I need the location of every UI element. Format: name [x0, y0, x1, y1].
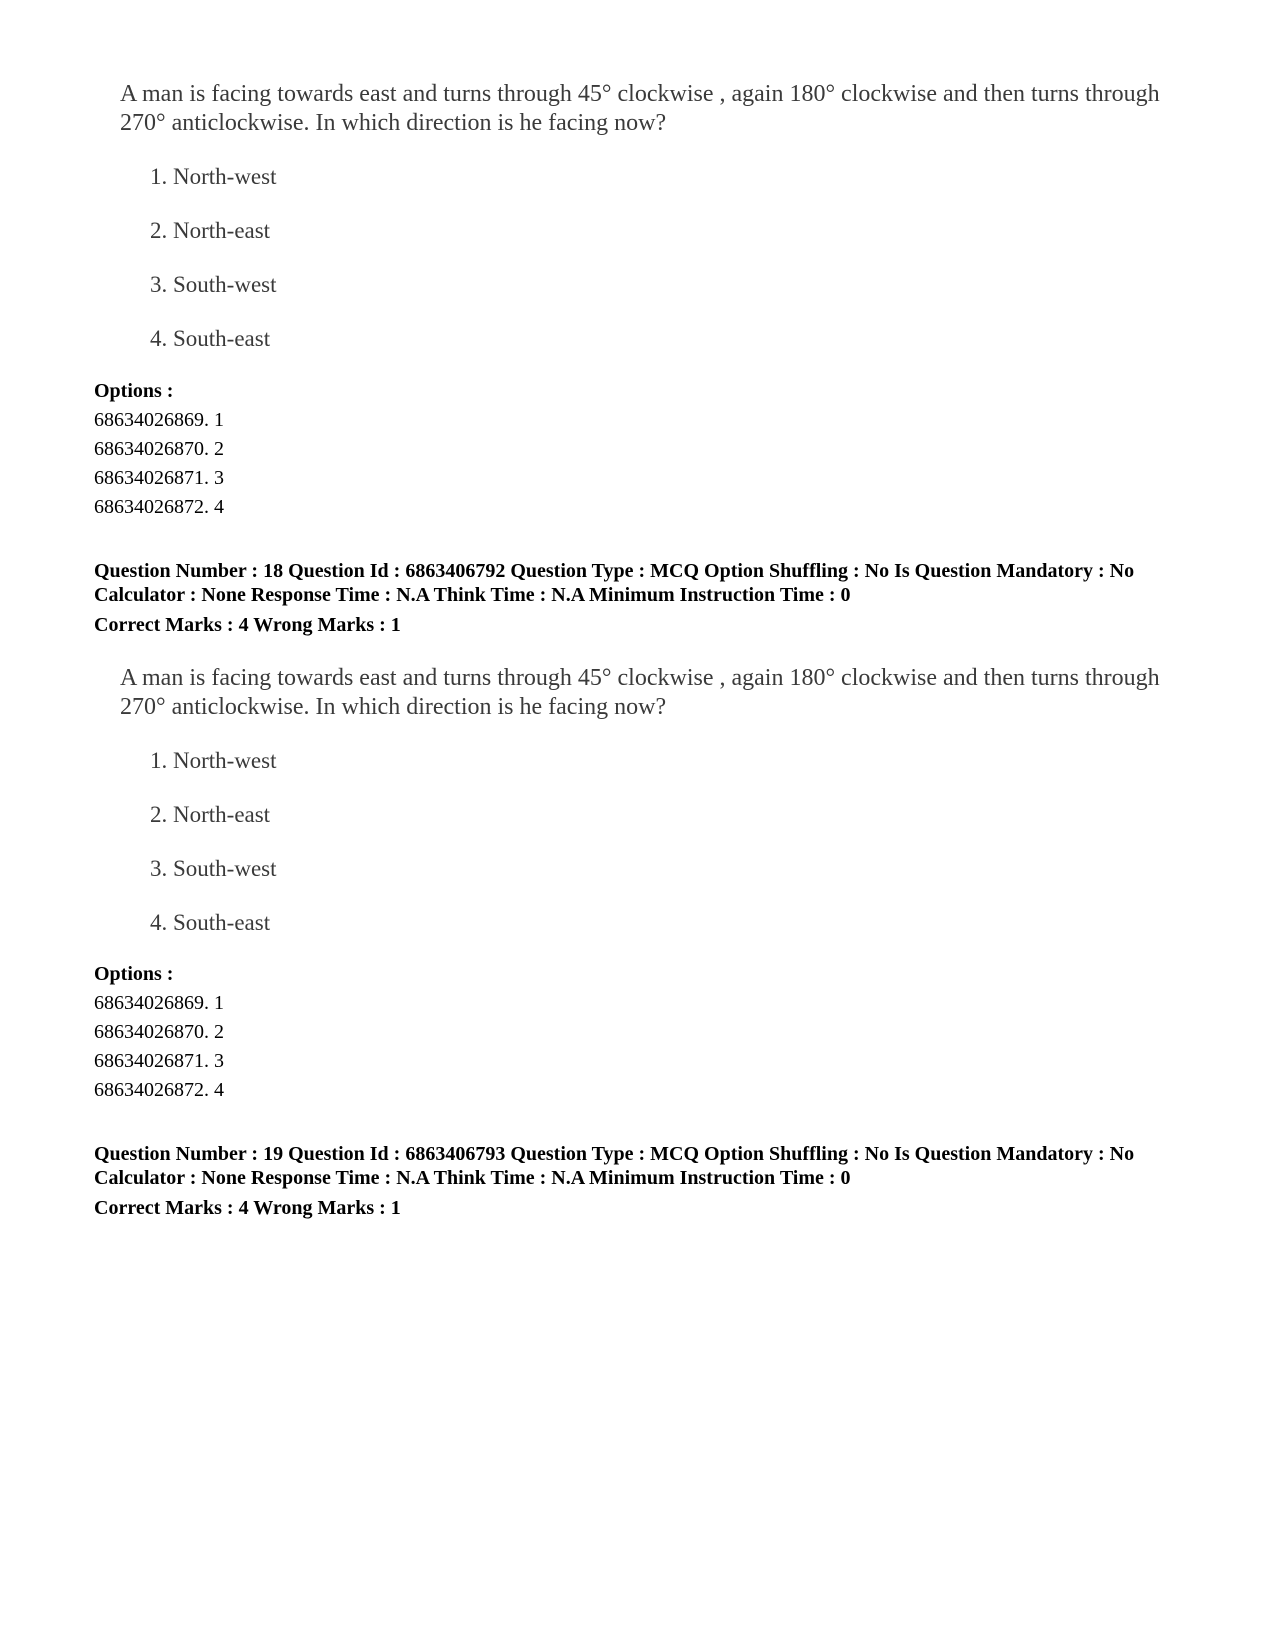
option-line-1: 68634026869. 1: [94, 992, 224, 1014]
choice-4: 4. South-east: [150, 910, 271, 935]
question-meta: Question Number : 18 Question Id : 6863406792 Question Type : MCQ Option Shuffling : No Is Question Mandatory : No Calculator : None Response Time : N.A Think Time : N.A Minimum Instruction Time : 0: [94, 560, 1135, 606]
choice-2: 2. North-east: [150, 218, 271, 243]
choice-1: 1. North-west: [150, 748, 277, 773]
choice-1: 1. North-west: [150, 164, 277, 189]
choice-2: 2. North-east: [150, 802, 271, 827]
question-text: A man is facing towards east and turns through 45° clockwise , again 180° clockwise and then turns through 270° anticlockwise. In which direction is he facing now?: [120, 81, 1160, 136]
option-line-4: 68634026872. 4: [94, 496, 224, 518]
question-marks: Correct Marks : 4 Wrong Marks : 1: [94, 1197, 401, 1219]
option-line-3: 68634026871. 3: [94, 467, 224, 489]
option-line-2: 68634026870. 2: [94, 1021, 224, 1043]
option-line-3: 68634026871. 3: [94, 1050, 224, 1072]
question-meta: Question Number : 19 Question Id : 6863406793 Question Type : MCQ Option Shuffling : No Is Question Mandatory : No Calculator : None Response Time : N.A Think Time : N.A Minimum Instruction Time : 0: [94, 1143, 1135, 1189]
choice-4: 4. South-east: [150, 326, 271, 351]
options-label: Options :: [94, 963, 174, 985]
options-label: Options :: [94, 380, 174, 402]
question-marks: Correct Marks : 4 Wrong Marks : 1: [94, 614, 401, 636]
option-line-1: 68634026869. 1: [94, 409, 224, 431]
option-line-4: 68634026872. 4: [94, 1079, 224, 1101]
option-line-2: 68634026870. 2: [94, 438, 224, 460]
question-text: A man is facing towards east and turns through 45° clockwise , again 180° clockwise and then turns through 270° anticlockwise. In which direction is he facing now?: [120, 665, 1160, 720]
choice-3: 3. South-west: [150, 272, 277, 297]
choice-3: 3. South-west: [150, 856, 277, 881]
